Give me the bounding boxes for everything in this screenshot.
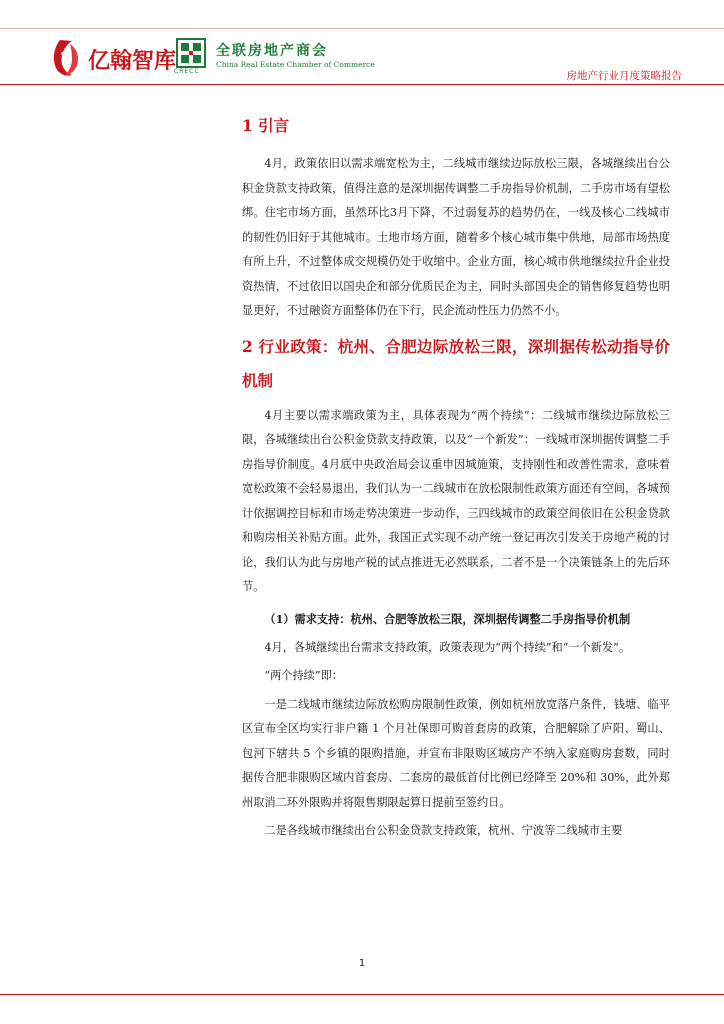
section-1-heading: 1 引言 bbox=[242, 116, 290, 135]
section-2-subheading: （1）需求支持：杭州、合肥等放松三限，深圳据传调整二手房指导价机制 bbox=[264, 611, 631, 626]
crecc-name-en: China Real Estate Chamber of Commerce bbox=[216, 60, 375, 69]
report-title: 房地产行业月度策略报告 bbox=[566, 70, 682, 82]
header-rule bbox=[0, 84, 724, 85]
demand-intro-paragraph: 4月，各城继续出台需求支持政策，政策表现为“两个持续”和“一个新发”。 bbox=[264, 640, 631, 654]
yihan-logo bbox=[50, 38, 177, 78]
section-2-paragraph: 4月主要以需求端政策为主，具体表现为“两个持续”：二线城市继续边际放松三限，各城继续出台公积金贷款支持政策，以及“一个新发”：一线城市深圳据传调整二手房指导价制度。4月底中央政治局会议重申因城施策，支持刚性和改善性需求，意味着宽松政策不会轻易退出，我们认为一二线城市在放松限制性政策方面还有空间，各城预计依据调控目标和市场走势决策进一步动作，三四线城市的政策空间依旧在公积金贷款和购房相关补贴方面。此外，我国正式实现不动产统一登记再次引发关于房地产税的讨论，我们认为此与房地产税的试点推进无必然联系，二者不是一个决策链条上的先后环节。 bbox=[242, 408, 670, 593]
page-content bbox=[242, 108, 670, 844]
header-top-rule bbox=[0, 28, 724, 29]
page-number: 1 bbox=[358, 958, 366, 969]
yihan-logo-text: 亿翰智库 bbox=[88, 49, 177, 74]
crecc-name-cn: 全联房地产商会 bbox=[216, 43, 328, 59]
section-1-paragraph: 4月，政策依旧以需求端宽松为主，二线城市继续边际放松三限，各城继续出台公积金贷款支持政策，值得注意的是深圳据传调整二手房指导价机制，二手房市场有望松绑。住宅市场方面，虽然环比3月下降，不过弱复苏的趋势仍在，一线及核心二线城市的韧性仍旧好于其他城市。土地市场方面，随着多个核心城市集中供地，局部市场热度有所上升，不过整体成交规模仍处于收缩中。企业方面，核心城市供地继续拉升企业投资热情，不过依旧以国央企和部分优质民企为主，同时头部国央企的销售修复趋势也明显更好，不过融资方面整体仍在下行，民企流动性压力仍然不小。 bbox=[242, 157, 670, 317]
footer-rule bbox=[0, 994, 724, 995]
second-point-paragraph: 二是各线城市继续出台公积金贷款支持政策，杭州、宁波等二线城市主要 bbox=[264, 824, 623, 837]
crecc-logo-icon bbox=[176, 38, 206, 68]
crecc-logo bbox=[174, 38, 375, 78]
crecc-abbr: CRECC bbox=[174, 68, 200, 75]
page-header bbox=[0, 0, 724, 92]
yihan-logo-icon bbox=[50, 38, 84, 78]
first-point-paragraph: 一是二线城市继续边际放松购房限制性政策，例如杭州放宽落户条件，钱塘、临平区宣布全区均实行非户籍 1 个月社保即可购首套房的政策，合肥解除了庐阳、蜀山、包河下辖共 5 个乡镇的限购措施，并宣布非限购区域房产不纳入家庭购房套数，同时据传合肥非限购区域内首套房、二套房的最低首付比例已经降至 20%和 30%，此外郑州取消二环外限购并将限售期限起算日提前至签约日。 bbox=[242, 697, 670, 809]
two-continues-label: “两个持续”即： bbox=[264, 669, 343, 682]
section-2-heading: 2 行业政策：杭州、合肥边际放松三限，深圳据传松动指导价机制 bbox=[242, 336, 670, 390]
